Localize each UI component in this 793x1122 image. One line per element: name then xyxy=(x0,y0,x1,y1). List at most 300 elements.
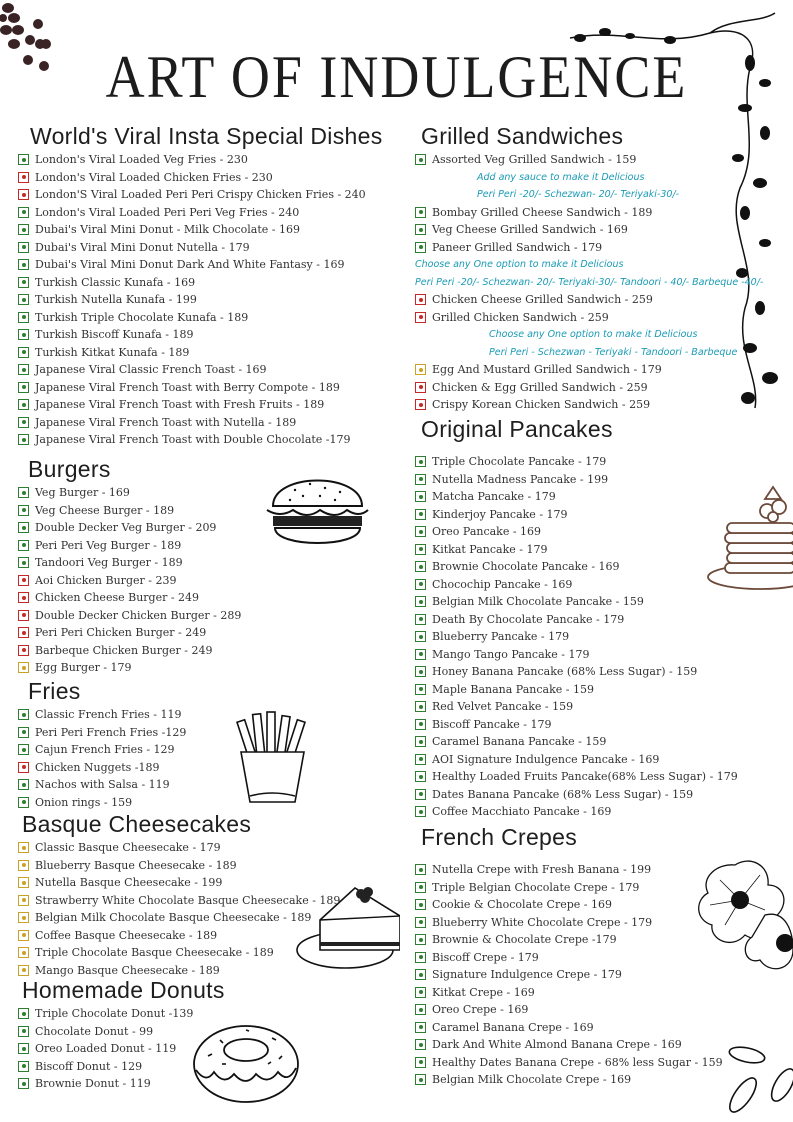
veg-indicator-icon xyxy=(18,434,29,445)
menu-item-label: Mango Basque Cheesecake - 189 xyxy=(35,963,220,977)
sauce-option-note: Peri Peri -20/- Schezwan- 20/- Teriyaki-30/- Tandoori - 40/- Barbeque -40/- xyxy=(415,276,764,288)
menu-item-label: Blueberry Pancake - 179 xyxy=(432,630,570,644)
menu-item xyxy=(415,751,738,769)
menu-item-label: Veg Cheese Burger - 189 xyxy=(35,503,175,517)
menu-item-label: Chicken Nuggets -189 xyxy=(35,760,160,774)
menu-item-label: Double Decker Veg Burger - 209 xyxy=(35,521,217,535)
menu-item-label: Japanese Viral French Toast with Double Chocolate -179 xyxy=(35,433,351,447)
menu-item-label: Nutella Basque Cheesecake - 199 xyxy=(35,876,223,890)
veg-indicator-icon xyxy=(415,631,426,642)
menu-item xyxy=(415,879,723,897)
egg-indicator-icon xyxy=(18,662,29,673)
menu-item xyxy=(415,786,738,804)
menu-item xyxy=(18,624,241,642)
menu-list xyxy=(18,839,340,979)
menu-item-label: Turkish Biscoff Kunafa - 189 xyxy=(35,328,194,342)
veg-indicator-icon xyxy=(18,242,29,253)
menu-item-label: Kinderjoy Pancake - 179 xyxy=(432,507,568,521)
veg-indicator-icon xyxy=(415,969,426,980)
veg-indicator-icon xyxy=(415,561,426,572)
menu-item xyxy=(415,628,738,646)
section-title: Homemade Donuts xyxy=(22,977,225,1003)
nonveg-indicator-icon xyxy=(18,189,29,200)
menu-item xyxy=(415,1001,723,1019)
section-grilled-sandwiches xyxy=(415,121,763,414)
menu-item xyxy=(18,414,383,432)
menu-item-label: London's Viral Loaded Chicken Fries - 230 xyxy=(35,170,273,184)
menu-item-label: Chocolate Donut - 99 xyxy=(35,1024,154,1038)
menu-item xyxy=(415,803,738,821)
menu-item-label: Turkish Nutella Kunafa - 199 xyxy=(35,293,197,307)
menu-item-label: Belgian Milk Chocolate Basque Cheesecake - 189 xyxy=(35,911,312,925)
menu-item-label: Caramel Banana Pancake - 159 xyxy=(432,735,607,749)
menu-item-label: Kitkat Pancake - 179 xyxy=(432,542,548,556)
menu-title: ART OF INDULGENCE xyxy=(105,43,688,111)
menu-item-label: Veg Cheese Grilled Sandwich - 169 xyxy=(432,223,628,237)
menu-item-label: Maple Banana Pancake - 159 xyxy=(432,682,594,696)
menu-list xyxy=(415,151,763,414)
menu-item-label: Nachos with Salsa - 119 xyxy=(35,778,170,792)
veg-indicator-icon xyxy=(415,544,426,555)
menu-list xyxy=(415,453,738,821)
menu-item xyxy=(18,379,383,397)
veg-indicator-icon xyxy=(18,294,29,305)
sauce-option-note: Add any sauce to make it Delicious xyxy=(477,171,645,183)
veg-indicator-icon xyxy=(18,1061,29,1072)
menu-item xyxy=(18,1075,225,1093)
menu-item xyxy=(415,593,738,611)
menu-item-label: Red Velvet Pancake - 159 xyxy=(432,700,574,714)
menu-item-label: Peri Peri Veg Burger - 189 xyxy=(35,538,182,552)
menu-item-label: Double Decker Chicken Burger - 289 xyxy=(35,608,242,622)
menu-item-label: Belgian Milk Chocolate Crepe - 169 xyxy=(432,1073,632,1087)
menu-item xyxy=(18,396,383,414)
menu-item-label: Brownie Chocolate Pancake - 169 xyxy=(432,560,620,574)
menu-list xyxy=(18,484,241,677)
sauce-option-note: Peri Peri - Schezwan - Teriyaki - Tandoori - Barbeque xyxy=(489,346,738,358)
section-title: Basque Cheesecakes xyxy=(22,811,252,837)
veg-indicator-icon xyxy=(18,382,29,393)
menu-item xyxy=(18,151,383,169)
menu-list xyxy=(415,861,723,1089)
sauce-option-note: Choose any One option to make it Delicious xyxy=(489,329,698,340)
menu-item xyxy=(18,642,241,660)
veg-indicator-icon xyxy=(18,277,29,288)
menu-item xyxy=(415,984,723,1002)
veg-indicator-icon xyxy=(18,522,29,533)
menu-list xyxy=(18,151,383,449)
menu-item xyxy=(18,741,186,759)
menu-item-label: Brownie & Chocolate Crepe -179 xyxy=(432,933,617,947)
egg-indicator-icon xyxy=(18,912,29,923)
veg-indicator-icon xyxy=(415,917,426,928)
menu-item-label: Barbeque Chicken Burger - 249 xyxy=(35,643,213,657)
veg-indicator-icon xyxy=(18,709,29,720)
menu-item xyxy=(18,256,383,274)
menu-item-label: Aoi Chicken Burger - 239 xyxy=(35,573,177,587)
menu-item-label: Turkish Classic Kunafa - 169 xyxy=(35,275,196,289)
menu-item-label: Cajun French Fries - 129 xyxy=(35,743,175,757)
menu-item-label: Egg Burger - 179 xyxy=(35,661,132,675)
menu-item-label: Biscoff Donut - 129 xyxy=(35,1059,143,1073)
menu-item-label: Coffee Macchiato Pancake - 169 xyxy=(432,805,612,819)
veg-indicator-icon xyxy=(18,505,29,516)
menu-item-label: Dark And White Almond Banana Crepe - 169 xyxy=(432,1038,682,1052)
menu-item xyxy=(415,151,763,169)
egg-indicator-icon xyxy=(18,842,29,853)
menu-list xyxy=(18,706,186,811)
veg-indicator-icon xyxy=(415,491,426,502)
nonveg-indicator-icon xyxy=(415,312,426,323)
menu-item xyxy=(415,914,723,932)
menu-item xyxy=(415,221,763,239)
sauce-option-note: Choose any One option to make it Delicious xyxy=(415,259,624,270)
nonveg-indicator-icon xyxy=(415,399,426,410)
menu-item xyxy=(415,523,738,541)
menu-item xyxy=(415,681,738,699)
veg-indicator-icon xyxy=(415,736,426,747)
menu-item xyxy=(18,361,383,379)
menu-item xyxy=(415,768,738,786)
menu-item xyxy=(415,733,738,751)
veg-indicator-icon xyxy=(415,1022,426,1033)
menu-item xyxy=(415,1054,723,1072)
egg-indicator-icon xyxy=(18,947,29,958)
menu-item xyxy=(415,949,723,967)
menu-item xyxy=(415,663,738,681)
menu-item-label: Dubai's Viral Mini Donut - Milk Chocolate - 169 xyxy=(35,223,300,237)
veg-indicator-icon xyxy=(415,614,426,625)
menu-item xyxy=(415,931,723,949)
menu-item-label: Nutella Madness Pancake - 199 xyxy=(432,472,609,486)
menu-item-label: Belgian Milk Chocolate Pancake - 159 xyxy=(432,595,644,609)
menu-item-label: Dates Banana Pancake (68% Less Sugar) - 159 xyxy=(432,787,694,801)
veg-indicator-icon xyxy=(415,509,426,520)
menu-item-label: Triple Chocolate Basque Cheesecake - 189 xyxy=(35,946,274,960)
nonveg-indicator-icon xyxy=(415,294,426,305)
nonveg-indicator-icon xyxy=(18,575,29,586)
menu-item xyxy=(18,344,383,362)
menu-item xyxy=(18,484,241,502)
menu-item-label: Coffee Basque Cheesecake - 189 xyxy=(35,928,218,942)
menu-item xyxy=(18,759,186,777)
menu-item xyxy=(415,698,738,716)
menu-item xyxy=(18,776,186,794)
almonds-icon xyxy=(725,1045,793,1122)
menu-item xyxy=(18,537,241,555)
veg-indicator-icon xyxy=(18,259,29,270)
menu-item xyxy=(18,326,383,344)
veg-indicator-icon xyxy=(18,487,29,498)
menu-item-label: Nutella Crepe with Fresh Banana - 199 xyxy=(432,863,652,877)
menu-item xyxy=(415,861,723,879)
menu-item-label: London's Viral Loaded Veg Fries - 230 xyxy=(35,153,248,167)
menu-item-label: Biscoff Crepe - 179 xyxy=(432,950,539,964)
menu-item xyxy=(18,572,241,590)
menu-item-label: Honey Banana Pancake (68% Less Sugar) - 159 xyxy=(432,665,698,679)
menu-item-label: Onion rings - 159 xyxy=(35,795,133,809)
menu-item-label: Brownie Donut - 119 xyxy=(35,1077,151,1091)
section-burgers xyxy=(18,454,241,677)
menu-item-label: London'S Viral Loaded Peri Peri Crispy Chicken Fries - 240 xyxy=(35,188,366,202)
menu-item-label: Classic Basque Cheesecake - 179 xyxy=(35,841,221,855)
veg-indicator-icon xyxy=(415,952,426,963)
menu-item xyxy=(18,1023,225,1041)
menu-item-label: Dubai's Viral Mini Donut Dark And White Fantasy - 169 xyxy=(35,258,345,272)
menu-item-label: Grilled Chicken Sandwich - 259 xyxy=(432,310,609,324)
menu-item-label: Japanese Viral Classic French Toast - 169 xyxy=(35,363,267,377)
menu-item xyxy=(18,724,186,742)
section-homemade-donuts xyxy=(18,975,225,1093)
veg-indicator-icon xyxy=(415,789,426,800)
section-title: Original Pancakes xyxy=(421,416,613,442)
menu-item xyxy=(415,1036,723,1054)
menu-item-label: Oreo Pancake - 169 xyxy=(432,525,542,539)
section-basque-cheesecakes xyxy=(18,809,340,979)
menu-list xyxy=(18,1005,225,1093)
nonveg-indicator-icon xyxy=(18,610,29,621)
menu-item-label: Cookie & Chocolate Crepe - 169 xyxy=(432,898,612,912)
menu-item xyxy=(415,396,763,414)
veg-indicator-icon xyxy=(415,771,426,782)
menu-item-label: AOI Signature Indulgence Pancake - 169 xyxy=(432,752,660,766)
menu-item xyxy=(18,589,241,607)
nonveg-indicator-icon xyxy=(18,592,29,603)
nonveg-indicator-icon xyxy=(18,172,29,183)
menu-item-label: Dubai's Viral Mini Donut Nutella - 179 xyxy=(35,240,250,254)
menu-item-label: Paneer Grilled Sandwich - 179 xyxy=(432,240,603,254)
section-title: World's Viral Insta Special Dishes xyxy=(30,123,383,149)
menu-item xyxy=(415,471,738,489)
menu-item-label: Chicken Cheese Grilled Sandwich - 259 xyxy=(432,293,653,307)
section-title: Grilled Sandwiches xyxy=(421,123,624,149)
veg-indicator-icon xyxy=(415,526,426,537)
menu-item-label: Peri Peri Chicken Burger - 249 xyxy=(35,626,207,640)
section-title: Burgers xyxy=(28,456,111,482)
menu-item xyxy=(18,309,383,327)
menu-item xyxy=(18,554,241,572)
veg-indicator-icon xyxy=(415,701,426,712)
menu-item xyxy=(415,453,738,471)
veg-indicator-icon xyxy=(18,557,29,568)
fries-icon xyxy=(235,710,310,805)
veg-indicator-icon xyxy=(18,207,29,218)
menu-item xyxy=(18,274,383,292)
menu-item xyxy=(18,1005,225,1023)
menu-item-label: Chicken & Egg Grilled Sandwich - 259 xyxy=(432,380,648,394)
menu-item xyxy=(415,1019,723,1037)
menu-item-label: Mango Tango Pancake - 179 xyxy=(432,647,590,661)
menu-item xyxy=(18,1040,225,1058)
menu-item xyxy=(18,839,340,857)
menu-item xyxy=(415,204,763,222)
menu-item-label: Turkish Triple Chocolate Kunafa - 189 xyxy=(35,310,249,324)
menu-item-label: Oreo Loaded Donut - 119 xyxy=(35,1042,177,1056)
menu-item-label: Bombay Grilled Cheese Sandwich - 189 xyxy=(432,205,653,219)
veg-indicator-icon xyxy=(18,417,29,428)
veg-indicator-icon xyxy=(18,779,29,790)
menu-item xyxy=(18,291,383,309)
veg-indicator-icon xyxy=(18,329,29,340)
veg-indicator-icon xyxy=(18,540,29,551)
menu-item xyxy=(18,892,340,910)
menu-item xyxy=(18,239,383,257)
menu-item xyxy=(18,1058,225,1076)
egg-indicator-icon xyxy=(18,860,29,871)
menu-item-label: Death By Chocolate Pancake - 179 xyxy=(432,612,625,626)
menu-item-label: Turkish Kitkat Kunafa - 189 xyxy=(35,345,190,359)
section-french-crepes xyxy=(415,822,723,1089)
veg-indicator-icon xyxy=(415,719,426,730)
veg-indicator-icon xyxy=(415,934,426,945)
burger-icon xyxy=(265,462,370,550)
section-fries xyxy=(18,676,186,811)
veg-indicator-icon xyxy=(18,1026,29,1037)
nonveg-indicator-icon xyxy=(18,762,29,773)
veg-indicator-icon xyxy=(415,1057,426,1068)
menu-item xyxy=(18,431,383,449)
menu-item-label: Oreo Crepe - 169 xyxy=(432,1003,529,1017)
menu-item-label: Matcha Pancake - 179 xyxy=(432,490,556,504)
veg-indicator-icon xyxy=(415,456,426,467)
menu-item-label: Triple Belgian Chocolate Crepe - 179 xyxy=(432,880,640,894)
veg-indicator-icon xyxy=(18,154,29,165)
egg-indicator-icon xyxy=(18,895,29,906)
menu-item xyxy=(415,291,763,309)
menu-item-label: Japanese Viral French Toast with Nutella - 189 xyxy=(35,415,297,429)
menu-item xyxy=(415,966,723,984)
section-title: Fries xyxy=(28,678,81,704)
veg-indicator-icon xyxy=(415,649,426,660)
veg-indicator-icon xyxy=(415,666,426,677)
menu-item xyxy=(415,379,763,397)
menu-item xyxy=(18,221,383,239)
menu-item-label: Chicken Cheese Burger - 249 xyxy=(35,591,200,605)
menu-item-label: Signature Indulgence Crepe - 179 xyxy=(432,968,622,982)
menu-item xyxy=(18,607,241,625)
menu-item-label: Healthy Loaded Fruits Pancake(68% Less Sugar) - 179 xyxy=(432,770,738,784)
menu-item xyxy=(18,659,241,677)
section-viral-dishes xyxy=(18,121,383,449)
menu-item-label: Japanese Viral French Toast with Fresh Fruits - 189 xyxy=(35,398,325,412)
menu-item-label: Assorted Veg Grilled Sandwich - 159 xyxy=(432,153,637,167)
menu-item xyxy=(415,558,738,576)
menu-item-label: Strawberry White Chocolate Basque Cheesecake - 189 xyxy=(35,893,341,907)
veg-indicator-icon xyxy=(415,987,426,998)
menu-item-label: Triple Chocolate Pancake - 179 xyxy=(432,455,607,469)
menu-item xyxy=(18,502,241,520)
menu-item-label: Veg Burger - 169 xyxy=(35,486,130,500)
veg-indicator-icon xyxy=(18,1078,29,1089)
menu-item-label: Peri Peri French Fries -129 xyxy=(35,725,187,739)
menu-item xyxy=(18,944,340,962)
menu-item-label: Classic French Fries - 119 xyxy=(35,708,182,722)
veg-indicator-icon xyxy=(415,1074,426,1085)
menu-item xyxy=(415,506,738,524)
nonveg-indicator-icon xyxy=(18,627,29,638)
veg-indicator-icon xyxy=(415,579,426,590)
veg-indicator-icon xyxy=(18,744,29,755)
menu-item-label: Blueberry White Chocolate Crepe - 179 xyxy=(432,915,653,929)
menu-item-label: Crispy Korean Chicken Sandwich - 259 xyxy=(432,398,651,412)
menu-item-label: Biscoff Pancake - 179 xyxy=(432,717,552,731)
menu-item xyxy=(415,541,738,559)
veg-indicator-icon xyxy=(18,797,29,808)
egg-indicator-icon xyxy=(415,364,426,375)
veg-indicator-icon xyxy=(415,1004,426,1015)
veg-indicator-icon xyxy=(415,754,426,765)
menu-item xyxy=(415,239,763,257)
veg-indicator-icon xyxy=(18,727,29,738)
menu-item xyxy=(415,576,738,594)
menu-item xyxy=(18,169,383,187)
veg-indicator-icon xyxy=(18,1008,29,1019)
menu-item xyxy=(415,1071,723,1089)
veg-indicator-icon xyxy=(415,224,426,235)
menu-item xyxy=(415,646,738,664)
veg-indicator-icon xyxy=(415,882,426,893)
menu-item xyxy=(18,186,383,204)
menu-item-label: Healthy Dates Banana Crepe - 68% less Sugar - 159 xyxy=(432,1055,723,1069)
menu-item xyxy=(18,706,186,724)
veg-indicator-icon xyxy=(18,1043,29,1054)
veg-indicator-icon xyxy=(415,1039,426,1050)
menu-item xyxy=(415,896,723,914)
egg-indicator-icon xyxy=(18,877,29,888)
veg-indicator-icon xyxy=(18,399,29,410)
veg-indicator-icon xyxy=(415,242,426,253)
menu-item xyxy=(18,874,340,892)
veg-indicator-icon xyxy=(18,347,29,358)
menu-item-label: London's Viral Loaded Peri Peri Veg Fries - 240 xyxy=(35,205,300,219)
menu-item xyxy=(18,519,241,537)
veg-indicator-icon xyxy=(18,224,29,235)
menu-item-label: Kitkat Crepe - 169 xyxy=(432,985,535,999)
veg-indicator-icon xyxy=(415,207,426,218)
menu-item xyxy=(415,309,763,327)
menu-item-label: Blueberry Basque Cheesecake - 189 xyxy=(35,858,237,872)
veg-indicator-icon xyxy=(415,806,426,817)
menu-item xyxy=(415,716,738,734)
menu-item xyxy=(18,927,340,945)
veg-indicator-icon xyxy=(415,154,426,165)
menu-item xyxy=(18,204,383,222)
nonveg-indicator-icon xyxy=(415,382,426,393)
sauce-option-note: Peri Peri -20/- Schezwan- 20/- Teriyaki-30/- xyxy=(477,189,680,200)
veg-indicator-icon xyxy=(415,474,426,485)
menu-item-label: Egg And Mustard Grilled Sandwich - 179 xyxy=(432,363,662,377)
menu-item-label: Tandoori Veg Burger - 189 xyxy=(35,556,183,570)
menu-item-label: Caramel Banana Crepe - 169 xyxy=(432,1020,594,1034)
veg-indicator-icon xyxy=(415,864,426,875)
veg-indicator-icon xyxy=(18,364,29,375)
menu-item-label: Triple Chocolate Donut -139 xyxy=(35,1007,194,1021)
egg-indicator-icon xyxy=(18,930,29,941)
veg-indicator-icon xyxy=(415,899,426,910)
veg-indicator-icon xyxy=(18,312,29,323)
menu-item-label: Japanese Viral French Toast with Berry Compote - 189 xyxy=(35,380,340,394)
veg-indicator-icon xyxy=(415,596,426,607)
nonveg-indicator-icon xyxy=(18,645,29,656)
veg-indicator-icon xyxy=(415,684,426,695)
menu-item-label: Chocochip Pancake - 169 xyxy=(432,577,573,591)
menu-item xyxy=(18,857,340,875)
menu-item xyxy=(415,611,738,629)
menu-item xyxy=(415,361,763,379)
section-title: French Crepes xyxy=(421,824,578,850)
menu-item xyxy=(415,488,738,506)
menu-item xyxy=(18,909,340,927)
